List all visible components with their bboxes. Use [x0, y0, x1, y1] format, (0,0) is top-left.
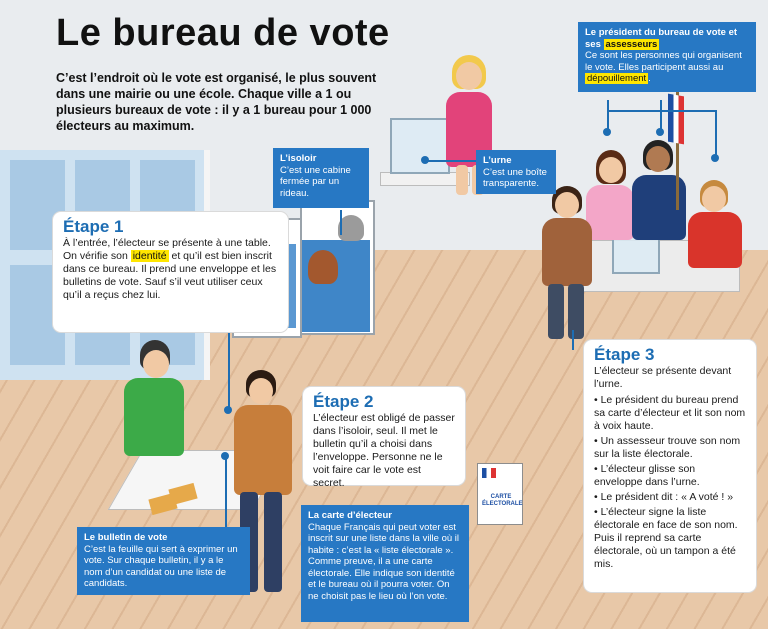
connector-line: [225, 455, 227, 530]
etape3-heading: Étape 3: [594, 345, 655, 364]
urn-illustration-top: [390, 118, 450, 174]
etape3-box: [584, 340, 756, 592]
etape3-intro: L’électeur se présente devant l’urne.: [594, 365, 732, 390]
etape3-item: • L’électeur signe la liste électorale en face de son nom. Puis il reprend sa carte électorale, où un tampon a été mis.: [594, 506, 746, 571]
isoloir-callout: [273, 148, 369, 208]
etape3-item: • L’électeur glisse son enveloppe dans l’urne.: [594, 463, 746, 489]
connector-line: [340, 210, 342, 235]
french-flag-illustration: [668, 94, 684, 145]
president-callout: [578, 22, 756, 92]
bulletin-callout-title: Le bulletin de vote: [84, 532, 168, 543]
isoloir-callout-text: C’est une cabine fermée par un rideau.: [280, 164, 351, 199]
isoloir-callout-title: L’isoloir: [280, 153, 317, 164]
connector-dot: [603, 128, 611, 136]
connector-line: [715, 110, 717, 156]
flag-icon: [482, 468, 496, 478]
urne-callout-text: C’est une boîte transparente.: [483, 166, 547, 189]
urne-callout-title: L’urne: [483, 155, 512, 166]
connector-dot: [221, 452, 229, 460]
etape3-item: • Un assesseur trouve son nom sur la liste électorale.: [594, 435, 746, 461]
connector-dot: [224, 406, 232, 414]
etape3-list: [594, 394, 746, 571]
carte-callout-title: La carte d’électeur: [308, 510, 392, 521]
etape2-box: [303, 387, 465, 489]
etape2-heading: Étape 2: [313, 392, 374, 411]
etape1-box: [53, 212, 288, 332]
connector-line: [572, 330, 574, 350]
president-callout-text: Ce sont les personnes qui organisent le vote. Elles participent aussi au dépouillement .: [585, 50, 742, 84]
connector-line: [425, 160, 480, 162]
carte-callout: [301, 505, 469, 622]
connector-line: [228, 320, 230, 410]
etape3-item: • Le président du bureau prend sa carte d’électeur et lit son nom à voix haute.: [594, 394, 746, 433]
bulletin-callout: [77, 527, 250, 595]
etape2-text: L’électeur est obligé de passer dans l’isoloir, seul. Il met le bulletin qu’il a choisi dans l’enveloppe. Personne ne le voit faire car le vote est secret.: [313, 412, 455, 489]
voter-card-illustration: [477, 463, 523, 525]
connector-dot: [656, 128, 664, 136]
president-callout-title: Le président du bureau de vote et ses assesseurs: [585, 27, 738, 50]
etape3-item: • Le président dit : « A voté ! »: [594, 491, 746, 504]
carte-callout-text: Chaque Français qui peut voter est inscrit sur une liste dans la ville où il habite : c’est la « liste électorale ». Comme preuve, il a une carte électorale. Elle indique son identité et le bureau où il pourra voter. On ne choisit pas le lieu où l’on vote.: [308, 521, 460, 602]
connector-dot: [711, 154, 719, 162]
page-title: Le bureau de vote: [56, 12, 390, 54]
bulletin-callout-text: C’est la feuille qui sert à exprimer un vote. Sur chaque bulletin, il y a le nom d’un candidat ou une liste de candidats.: [84, 543, 238, 589]
intro-text: C’est l’endroit où le vote est organisé, le plus souvent dans une mairie ou une école. Chaque ville a 1 ou plusieurs bureaux de vote : il y a 1 bureau pour 1 000 électeurs au maximum.: [56, 71, 377, 133]
etape1-text: À l’entrée, l’électeur se présente à une table. On vérifie son identité et qu’il est bien inscrit dans ce bureau. Il prend une enveloppe et les bulletins de vote. Sauf s’il veut utiliser ceux qu’il a reçus chez lui.: [63, 237, 277, 301]
voter-card-label: CARTE ÉLECTORALE: [482, 494, 523, 507]
urne-callout: [476, 150, 556, 194]
connector-line: [660, 100, 662, 130]
connector-line: [607, 100, 609, 130]
connector-dot: [421, 156, 429, 164]
etape1-heading: Étape 1: [63, 217, 124, 236]
